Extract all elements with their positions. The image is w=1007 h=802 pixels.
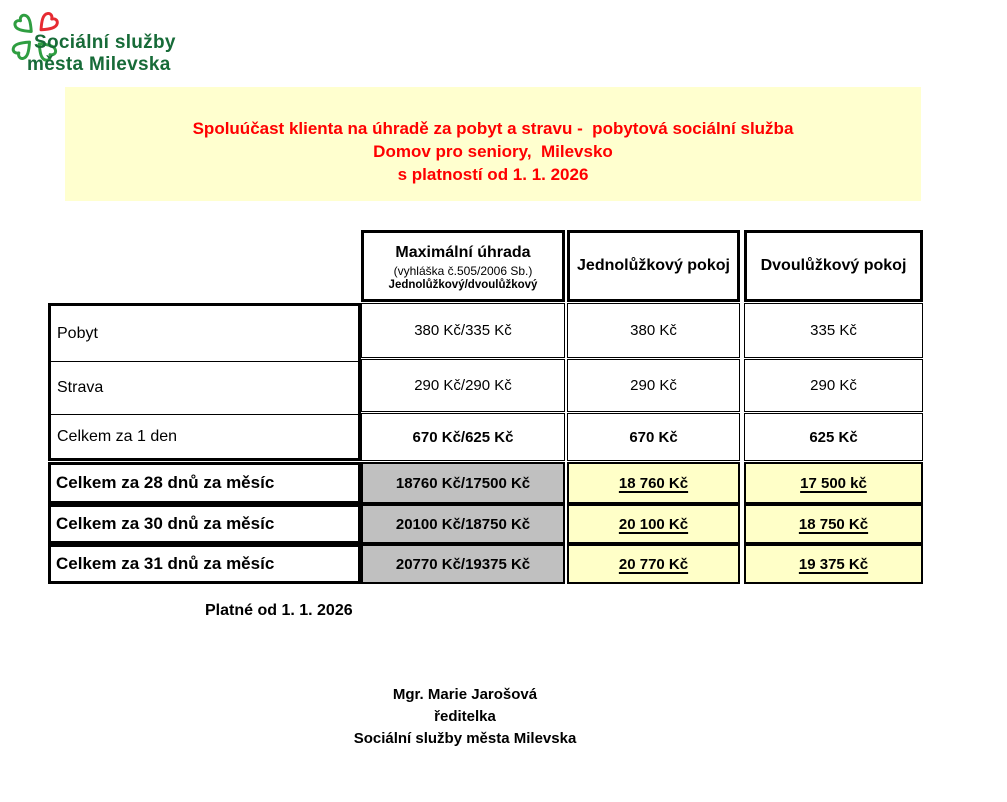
- header-double-room: Dvoulůžkový pokoj: [744, 230, 923, 302]
- row-labels-box: [48, 303, 361, 461]
- row-label-31-dnu: Celkem za 31 dnů za měsíc: [48, 544, 361, 584]
- logo-text-line2: města Milevska: [27, 54, 171, 75]
- cell-max-den: 670 Kč/625 Kč: [361, 413, 565, 461]
- signature-name: Mgr. Marie Jarošová: [392, 686, 538, 703]
- cell-double-den: 625 Kč: [744, 413, 923, 461]
- cell-single-den: 670 Kč: [567, 413, 740, 461]
- cell-max-pobyt: 380 Kč/335 Kč: [361, 303, 565, 358]
- cell-single-31-dnu: 20 770 Kč: [567, 544, 740, 584]
- cell-double-pobyt: 335 Kč: [744, 303, 923, 358]
- signature-block: [270, 684, 660, 750]
- header-max-payment-roomtypes: Jednolůžkový/dvoulůžkový: [388, 279, 538, 291]
- cell-single-pobyt: 380 Kč: [567, 303, 740, 358]
- cell-double-30-dnu: 18 750 Kč: [744, 504, 923, 544]
- cell-double-strava: 290 Kč: [744, 359, 923, 412]
- signature-org: Sociální služby města Milevska: [353, 730, 577, 747]
- signature-title: ředitelka: [434, 708, 496, 725]
- row-label-strava: Strava: [51, 361, 358, 414]
- cell-single-30-dnu: 20 100 Kč: [567, 504, 740, 544]
- header-max-payment-title: Maximální úhrada: [395, 244, 531, 261]
- cell-double-28-dnu: 17 500 kč: [744, 462, 923, 504]
- valid-from-note: Platné od 1. 1. 2026: [205, 602, 353, 619]
- cell-max-28-dnu: 18760 Kč/17500 Kč: [361, 462, 565, 504]
- row-label-celkem-den: Celkem za 1 den: [51, 414, 358, 458]
- cell-max-strava: 290 Kč/290 Kč: [361, 359, 565, 412]
- row-label-30-dnu: Celkem za 30 dnů za měsíc: [48, 504, 361, 544]
- title-banner: [65, 87, 921, 201]
- row-label-28-dnu: Celkem za 28 dnů za měsíc: [48, 462, 361, 504]
- cell-max-30-dnu: 20100 Kč/18750 Kč: [361, 504, 565, 544]
- cell-single-strava: 290 Kč: [567, 359, 740, 412]
- header-single-room: Jednolůžkový pokoj: [567, 230, 740, 302]
- header-max-payment-decree: (vyhláška č.505/2006 Sb.): [393, 264, 533, 278]
- cell-single-28-dnu: 18 760 Kč: [567, 462, 740, 504]
- row-label-pobyt: Pobyt: [57, 324, 98, 342]
- header-max-payment: [361, 230, 565, 302]
- banner-line2: Domov pro seniory, Milevsko: [373, 142, 613, 161]
- banner-line1: Spoluúčast klienta na úhradě za pobyt a stravu - pobytová sociální služba: [192, 119, 794, 138]
- cell-double-31-dnu: 19 375 Kč: [744, 544, 923, 584]
- cell-max-31-dnu: 20770 Kč/19375 Kč: [361, 544, 565, 584]
- logo-text-line1: Sociální služby: [34, 32, 176, 53]
- banner-line3: s platností od 1. 1. 2026: [397, 165, 589, 184]
